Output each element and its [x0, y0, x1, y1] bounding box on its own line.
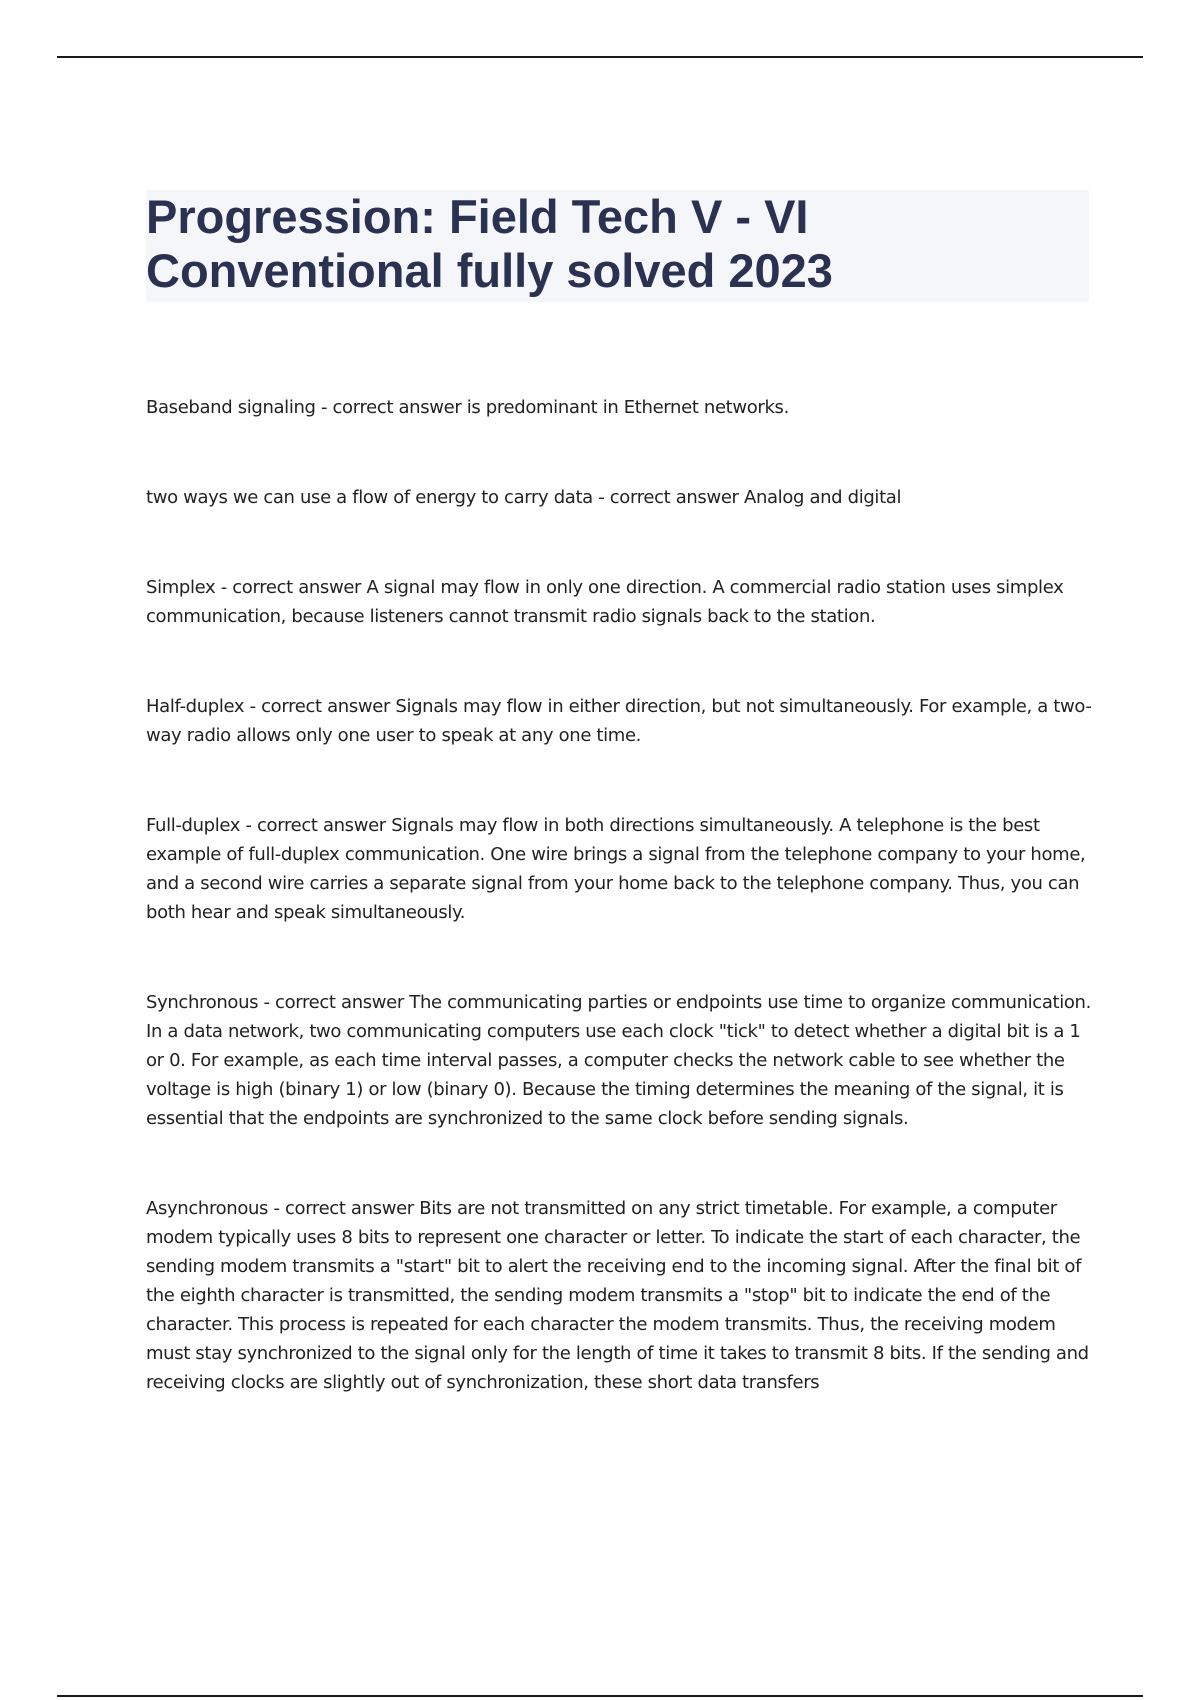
document-title-line-1: Progression: Field Tech V - VI: [146, 190, 809, 243]
qa-term: Asynchronous: [146, 1198, 269, 1219]
qa-term: Baseband signaling: [146, 397, 316, 418]
qa-entry-asynchronous: [146, 1194, 1096, 1397]
qa-answer: is predominant in Ethernet networks.: [466, 397, 789, 418]
qa-answer: Signals may flow in either direction, but not simultaneously. For example, a two-way radio allows only one user to speak at any one time.: [146, 696, 1092, 746]
qa-separator: - correct answer: [315, 397, 467, 418]
qa-term: two ways we can use a flow of energy to carry data: [146, 487, 593, 508]
qa-answer: Signals may flow in both directions simultaneously. A telephone is the best example of full-duplex communication. One wire brings a signal from the telephone company to your home, and a second wire carries a separate signal from your home back to the telephone company. Thus, you can both hear and speak simultaneously.: [146, 815, 1086, 923]
qa-answer: Analog and digital: [743, 487, 902, 508]
qa-separator: - correct answer: [268, 1198, 420, 1219]
document-title: [146, 190, 1089, 298]
qa-term: Full-duplex: [146, 815, 241, 836]
qa-separator: - correct answer: [592, 487, 744, 508]
qa-answer: Bits are not transmitted on any strict timetable. For example, a computer modem typically uses 8 bits to represent one character or letter. To indicate the start of each character, the sending modem transmits a "start" bit to alert the receiving end to the incoming signal. After the final bit of the eighth character is transmitted, the sending modem transmits a "stop" bit to indicate the end of the character. This process is repeated for each character the modem transmits. Thus, the receiving modem must stay synchronized to the signal only for the length of time it takes to transmit 8 bits. If the sending and receiving clocks are slightly out of synchronization, these short data transfers: [146, 1198, 1089, 1393]
qa-separator: - correct answer: [215, 577, 367, 598]
qa-entry-energy-flow: [146, 483, 1096, 512]
qa-entry-full-duplex: [146, 811, 1096, 927]
qa-separator: - correct answer: [240, 815, 392, 836]
qa-term: Simplex: [146, 577, 216, 598]
qa-entry-simplex: [146, 573, 1096, 631]
qa-entry-baseband: [146, 393, 1096, 422]
qa-entry-synchronous: [146, 988, 1096, 1133]
qa-list: [146, 393, 1096, 1458]
bottom-divider: [57, 1695, 1143, 1697]
qa-answer: The communicating parties or endpoints use time to organize communication. In a data network, two communicating computers use each clock "tick" to detect whether a digital bit is a 1 or 0. For example, as each time interval passes, a computer checks the network cable to see whether the voltage is high (binary 1) or low (binary 0). Because the timing determines the meaning of the signal, it is essential that the endpoints are synchronized to the same clock before sending signals.: [146, 992, 1091, 1129]
qa-separator: - correct answer: [258, 992, 410, 1013]
top-divider: [57, 56, 1143, 58]
qa-answer: A signal may flow in only one direction. A commercial radio station uses simplex communication, because listeners cannot transmit radio signals back to the station.: [146, 577, 1064, 627]
qa-term: Half-duplex: [146, 696, 245, 717]
qa-separator: - correct answer: [244, 696, 396, 717]
document-title-line-2: Conventional fully solved 2023: [146, 244, 833, 297]
qa-entry-half-duplex: [146, 692, 1096, 750]
title-banner: [146, 190, 1089, 302]
qa-term: Synchronous: [146, 992, 259, 1013]
